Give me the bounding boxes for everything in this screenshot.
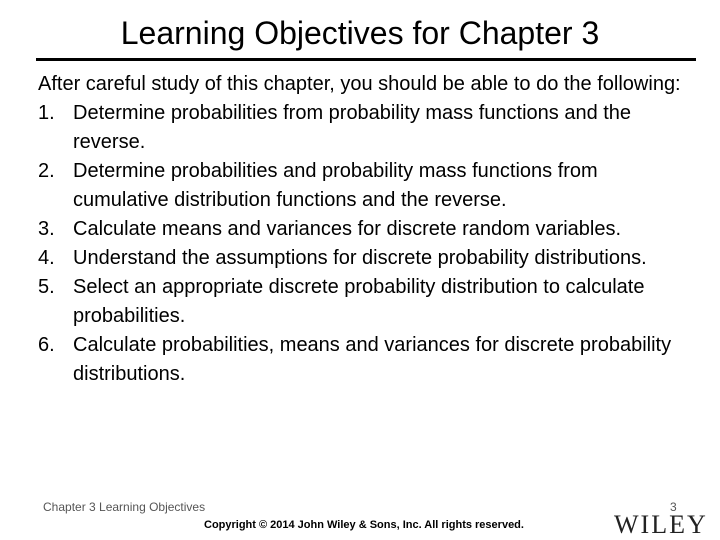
wiley-logo: WILEY <box>614 510 708 539</box>
item-number: 2. <box>38 160 55 182</box>
item-text: Determine probabilities from probability mass functions and the reverse. <box>73 102 632 153</box>
item-number: 6. <box>38 334 55 356</box>
list-item <box>38 273 698 331</box>
list-item <box>38 244 698 273</box>
page-number: 3 <box>670 500 677 514</box>
objectives-list <box>38 99 698 389</box>
item-number: 5. <box>38 276 55 298</box>
item-text: Calculate probabilities, means and variances for discrete probability distributions. <box>73 334 672 385</box>
item-text: Understand the assumptions for discrete probability distributions. <box>73 247 647 269</box>
item-number: 4. <box>38 247 55 269</box>
list-item <box>38 331 698 389</box>
title-underline <box>36 58 696 61</box>
list-item <box>38 215 698 244</box>
intro-text: After careful study of this chapter, you should be able to do the following: <box>38 73 681 95</box>
item-text: Select an appropriate discrete probability distribution to calculate probabilities. <box>73 276 645 327</box>
slide-body <box>38 70 698 389</box>
item-number: 3. <box>38 218 55 240</box>
slide-title: Learning Objectives for Chapter 3 <box>120 15 600 51</box>
footer-chapter-label: Chapter 3 Learning Objectives <box>43 500 206 514</box>
item-number: 1. <box>38 102 55 124</box>
list-item <box>38 157 698 215</box>
item-text: Determine probabilities and probability mass functions from cumulative distribution functions and the reverse. <box>73 160 598 211</box>
item-text: Calculate means and variances for discrete random variables. <box>73 218 622 240</box>
list-item <box>38 99 698 157</box>
copyright-notice: Copyright © 2014 John Wiley & Sons, Inc. All rights reserved. <box>204 519 524 531</box>
